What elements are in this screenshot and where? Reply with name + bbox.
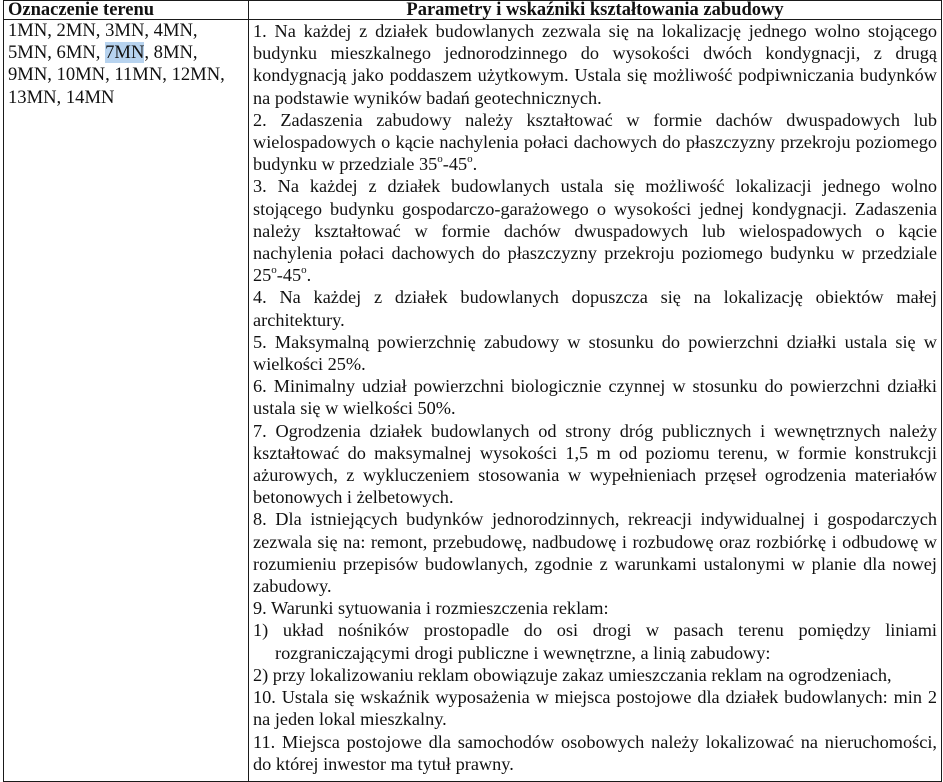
area-code-selected[interactable]: 7MN [105,42,145,64]
param-3-end: . [306,265,312,286]
parameters-cell [249,20,942,782]
param-3 [253,175,937,286]
param-9: 9. Warunki sytuowania i rozmieszczenia reklam: [253,598,609,619]
degree-sign: o [437,153,443,166]
table-header-row [4,1,942,20]
param-2 [253,109,937,176]
area-codes-part2: , 8MN, 9MN, 10MN, 11MN, 12MN, 13MN, 14MN [8,42,225,108]
param-2-range: -45 [442,154,468,175]
param-9-item-1: 1) układ nośników prostopadle do osi drogi w pasach terenu pomiędzy liniami rozgraniczającymi drogi publiczne i wewnętrzne, a linią zabudowy: [253,620,937,663]
param-3-text: 3. Na każdej z działek budowlanych ustala się możliwość lokalizacji jednego wolno stojącego budynku gospodarczo-garażowego o wysokości jednej kondygnacji. Zadaszenia należy kształtować w formie dachów dwuspadowych lub wielospadowych o kącie nachylenia połaci dachowych do płaszczyzny przekroju poziomego budynku w przedziale 25 [253,176,937,286]
param-2-text: 2. Zadaszenia zabudowy należy kształtować w formie dachów dwuspadowych lub wielospadowych o kącie nachylenia połaci dachowych do płaszczyzny przekroju poziomego budynku w przedziale 35 [253,109,937,175]
header-parameters: Parametry i wskaźniki kształtowania zabudowy [249,1,942,20]
param-5: 5. Maksymalną powierzchnię zabudowy w stosunku do powierzchni działki ustala się w wielkości 25%. [253,331,937,375]
param-9-item-2: 2) przy lokalizowaniu reklam obowiązuje zakaz umieszczania reklam na ogrodzeniach, [253,664,892,685]
zoning-parameters-table [3,0,942,782]
area-designation-cell [4,20,249,782]
param-8: 8. Dla istniejących budynków jednorodzinnych, rekreacji indywidualnej i gospodarczych zezwala się na: remont, przebudowę, nadbudowę i rozbudowę oraz rozbiórkę i odbudowę w rozumieniu przepisów budowlanych, zgodnie z warunkami ustalonymi w planie dla nowej zabudowy. [253,509,937,597]
degree-sign: o [301,264,307,277]
degree-sign: o [467,153,473,166]
param-7: 7. Ogrodzenia działek budowlanych od strony dróg publicznych i wewnętrznych należy kształtować do maksymalnej wysokości 1,5 m od poziomu terenu, w formie konstrukcji ażurowych, z wykluczeniem stosowania w wypełnieniach przęseł ogrodzenia materiałów betonowych i żelbetowych. [253,420,937,508]
area-codes[interactable] [8,20,236,109]
param-3-range: -45 [276,265,302,286]
param-10: 10. Ustala się wskaźnik wyposażenia w miejsca postojowe dla działek budowlanych: min 2 na jeden lokal mieszkalny. [253,687,937,730]
area-codes-part1: 1MN, 2MN, 3MN, 4MN, 5MN, 6MN, [8,20,198,64]
param-4: 4. Na każdej z działek budowlanych dopuszcza się na lokalizację obiektów małej architektury. [253,287,937,330]
header-area-designation: Oznaczenie terenu [4,1,249,20]
param-1: 1. Na każdej z działek budowlanych zezwala się na lokalizację jednego wolno stojącego budynku mieszkalnego jednorodzinnego do wysokości dwóch kondygnacji, z drugą kondygnacją jako poddaszem użytkowym. Ustala się możliwość podpiwniczania budynków na podstawie wyników badań geotechnicznych. [253,21,937,108]
param-11: 11. Miejsca postojowe dla samochodów osobowych należy lokalizować na nieruchomości, do której inwestor ma tytuł prawny. [253,731,937,774]
degree-sign: o [271,264,277,277]
param-2-end: . [472,154,478,175]
param-6: 6. Minimalny udział powierzchni biologicznie czynnej w stosunku do powierzchni działki ustala się w wielkości 50%. [253,376,937,419]
table-row [4,20,942,782]
